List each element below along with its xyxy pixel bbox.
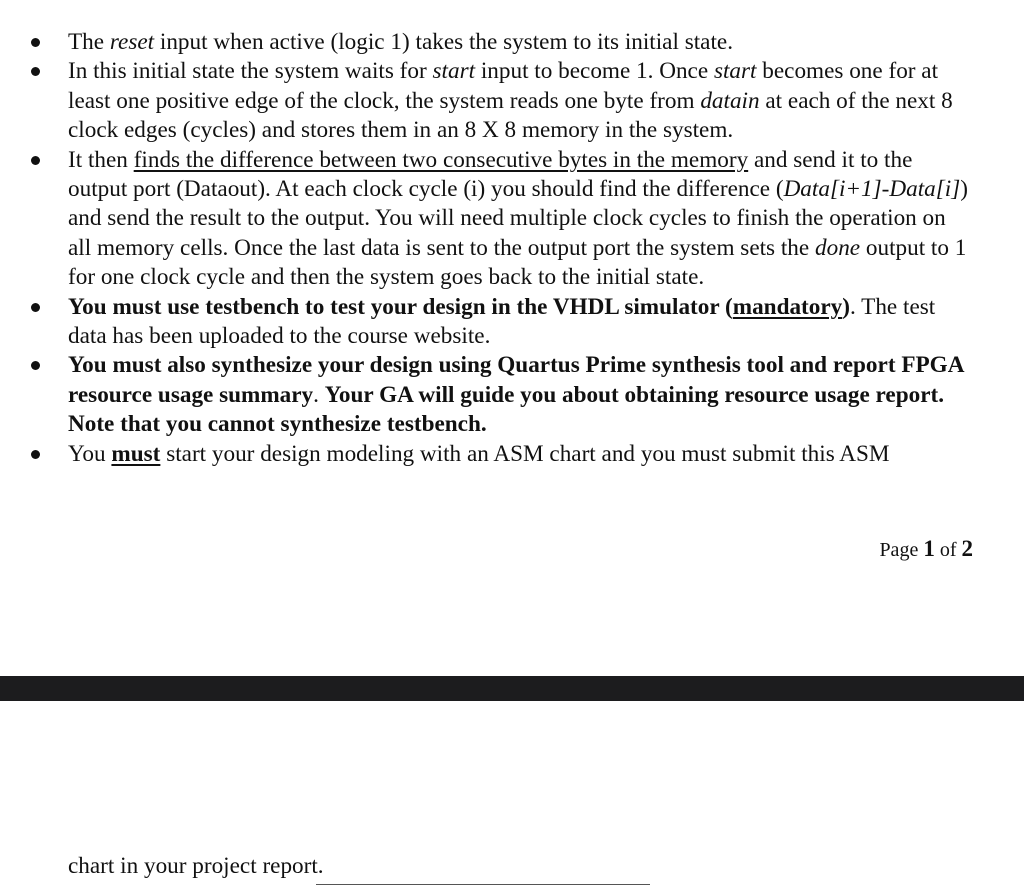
- continued-text: chart in your project report.: [68, 853, 324, 879]
- page-label: Page: [879, 539, 924, 561]
- page-number: [879, 535, 973, 564]
- page-of-label: of: [934, 539, 962, 561]
- bullet-item: [0, 293, 1024, 352]
- bullet-item: [0, 57, 1024, 145]
- bullet-text-run: Data[i+1]-Data[i]: [783, 176, 961, 203]
- bullet-text-run: done: [815, 234, 861, 261]
- bullet-item: [0, 351, 1024, 439]
- page-total: 2: [961, 536, 973, 561]
- bullet-text-run: datain: [700, 87, 760, 114]
- bullet-dot-icon: [31, 67, 40, 76]
- bullet-text-run: You must also synthesize your design using Quartus Prime synthesis tool and report FPGA resource usage summary: [68, 352, 964, 408]
- bullet-dot-icon: [31, 156, 40, 165]
- bullet-item: [0, 440, 1024, 469]
- bullet-text-run: ) and send the result to the output. You will need multiple clock cycles to finish the operation on all memory cells. Once the last data is sent to the output port the system sets the: [68, 176, 968, 261]
- bullet-dot-icon: [31, 303, 40, 312]
- page-current: 1: [923, 536, 935, 561]
- bullet-dot-icon: [31, 361, 40, 370]
- bullet-text-run: Your GA will guide you about obtaining resource usage report. Note that you cannot synthesize testbench.: [68, 381, 945, 438]
- bullet-text-run: . The test data has been uploaded to the course website.: [68, 293, 936, 350]
- bullet-text-run: In this initial state the system waits for: [68, 58, 433, 85]
- bullet-text-run: must: [111, 440, 161, 467]
- bullet-text-run: output to 1 for one clock cycle and then the system goes back to the initial state.: [68, 234, 967, 291]
- bullet-text-run: You: [68, 440, 112, 467]
- bullet-text-run: start your design modeling with an ASM chart and you must submit this ASM: [160, 440, 890, 467]
- bullet-text-run: ): [842, 293, 850, 320]
- bullet-text-run: You must use testbench to test your design in the VHDL simulator (: [68, 293, 733, 320]
- page-separator: [0, 676, 1024, 701]
- bullet-text-run: reset: [109, 29, 155, 55]
- bullet-item: [0, 146, 1024, 293]
- bullet-text-run: input to become 1. Once: [475, 58, 714, 85]
- bullet-dot-icon: [31, 450, 40, 459]
- bullet-text-run: finds the difference between two consecutive bytes in the memory: [133, 146, 749, 173]
- bullet-text-run: The: [68, 29, 110, 55]
- bullet-text-run: .: [313, 381, 325, 408]
- bullet-text-run: start: [713, 58, 757, 85]
- footnote-rule: [316, 884, 650, 885]
- bullet-dot-icon: [31, 38, 40, 47]
- bullet-item: [0, 28, 1024, 57]
- bullet-text-run: and send it to the output port (Dataout). At each clock cycle (i) you should find the difference (: [68, 146, 913, 203]
- bullet-text-run: input when active (logic 1) takes the system to its initial state.: [154, 29, 733, 55]
- bullet-text-run: It then: [68, 146, 134, 173]
- bullet-text-run: at each of the next 8 clock edges (cycles) and stores them in an 8 X 8 memory in the system.: [68, 87, 953, 144]
- bullet-text-run: start: [432, 58, 476, 85]
- bullet-text-run: mandatory: [732, 293, 843, 320]
- requirements-list: [0, 28, 1024, 469]
- bullet-text-run: becomes one for at least one positive edge of the clock, the system reads one byte from: [68, 58, 939, 114]
